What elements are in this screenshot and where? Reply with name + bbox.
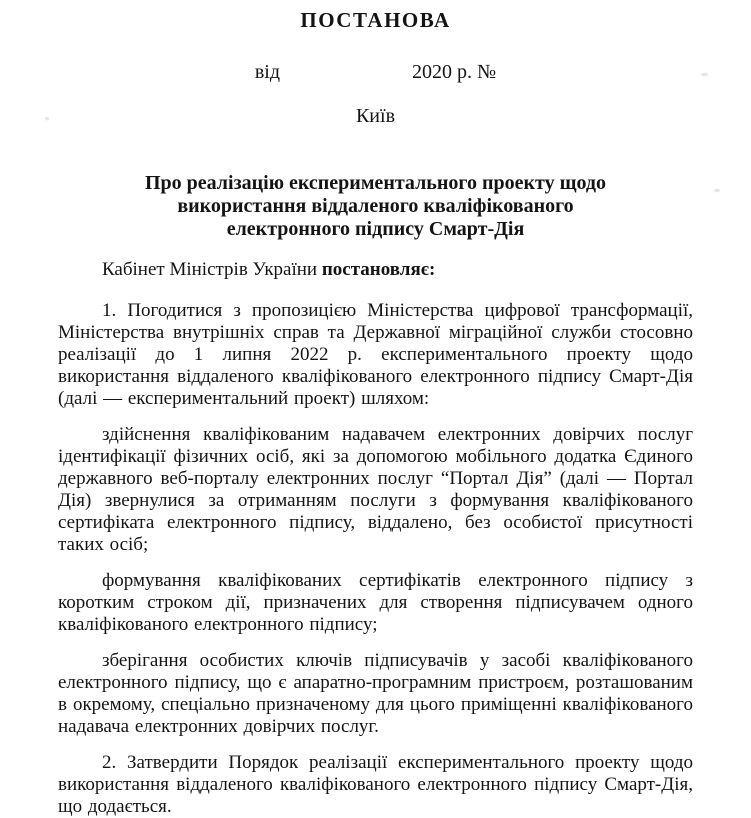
body-paragraph: 1. Погодитися з пропозицією Міністерства цифрової трансформації, Міністерства внутрішніх справ та Державної міграційної служби стосовно реалізації до 1 липня 2022 р. експериментального проекту щодо використання віддаленого кваліфікованого електронного підпису Смарт-Дія (далі — експериментальний проект) шляхом: xyxy=(58,300,693,409)
body-paragraph: зберігання особистих ключів підписувачів у засобі кваліфікованого електронного підпису, що є апаратно-програмним пристроєм, розташованим в окремому, спеціально призначеному для цього приміщенні кваліфікованого надавача електронних довірчих послуг. xyxy=(58,650,693,737)
date-from-label: від xyxy=(254,61,281,83)
subject-line: використання віддаленого кваліфікованого xyxy=(177,195,574,217)
scan-artifact xyxy=(45,117,49,120)
date-line xyxy=(58,60,693,84)
scan-artifact xyxy=(714,189,720,192)
date-year-number: 2020 р. № xyxy=(412,61,497,83)
subject-line: електронного підпису Смарт-Дія xyxy=(226,218,525,240)
body-paragraph: 2. Затвердити Порядок реалізації експериментального проекту щодо використання віддаленого кваліфікованого електронного підпису Смарт-Дія, що додається. xyxy=(58,752,693,817)
body-paragraph: здійснення кваліфікованим надавачем електронних довірчих послуг ідентифікації фізичних осіб, які за допомогою мобільного додатка Єдиного державного веб-порталу електронних послуг “Портал Дія” (далі — Портал Дія) звернулися за отриманням послуги з формування кваліфікованого сертифіката електронного підпису, віддалено, без особистої присутності таких осіб; xyxy=(58,424,693,555)
preamble xyxy=(58,259,693,281)
scan-artifact xyxy=(701,73,708,76)
document-type-title: ПОСТАНОВА xyxy=(300,8,451,32)
subject-line: Про реалізацію експериментального проекту щодо xyxy=(144,172,607,194)
preamble-author: Кабінет Міністрів України xyxy=(102,259,322,280)
preamble-verb: постановляє: xyxy=(321,259,436,280)
body-paragraph: формування кваліфікованих сертифікатів електронного підпису з коротким строком дії, призначених для створення підписувачем одного кваліфікованого електронного підпису; xyxy=(58,570,693,635)
city-line: Київ xyxy=(355,105,396,127)
subject-heading xyxy=(58,172,693,241)
